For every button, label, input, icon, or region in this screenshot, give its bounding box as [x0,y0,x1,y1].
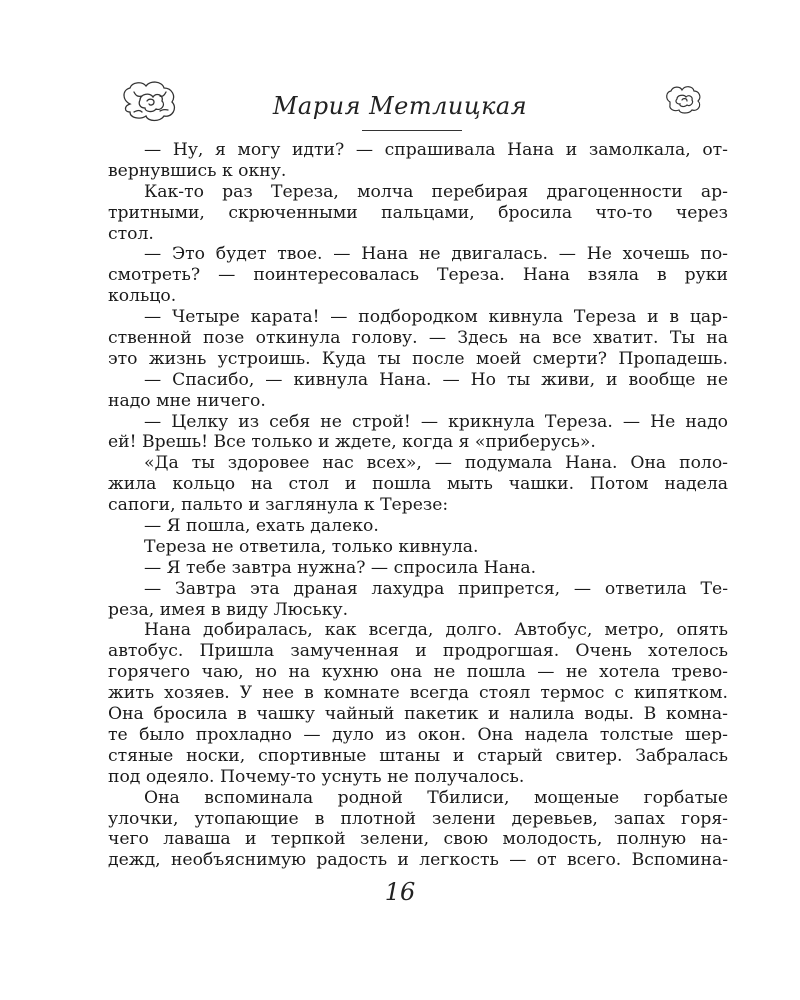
text-line: вернувшись к окну. [108,160,287,181]
text-line: Она бросила в чашку чайный пакетик и налила воды. В комна- [108,704,728,725]
text-line: — Завтра эта драная лахудра припрется, — ответила Те- [144,578,728,599]
text-line: Нана добиралась, как всегда, долго. Автобус, метро, опять [144,620,728,641]
text-line: Как-то раз Тереза, молча перебирая драгоценности ар- [144,181,728,202]
text-line: под одеяло. Почему-то уснуть не получалось. [108,766,525,787]
text-line: — Это будет твое. — Нана не двигалась. — Не хочешь по- [144,244,728,265]
header-divider [362,130,462,131]
text-line: Она вспоминала родной Тбилиси, мощеные горбатые [144,787,728,808]
text-line: чего лаваша и терпкой зелени, свою молодость, полную на- [108,829,728,850]
text-line: ственной позе откинула голову. — Здесь на все хватит. Ты на [108,328,728,349]
page-number: 16 [384,878,416,906]
text-line: автобус. Пришла замученная и продрогшая. Очень хотелось [108,641,728,662]
text-line: дежд, необъяснимую радость и легкость — от всего. Вспомина- [108,850,728,871]
rose-ornament-right-icon [662,84,704,118]
text-line: «Да ты здоровее нас всех», — подумала Нана. Она поло- [144,453,728,474]
text-line: — Я пошла, ехать далеко. [144,516,379,537]
text-line: — Целку из себя не строй! — крикнула Тереза. — Не надо [144,411,728,432]
text-line: горячего чаю, но на кухню она не пошла — не хотела трево- [108,662,728,683]
text-line: кольцо. [108,286,177,307]
text-line: жила кольцо на стол и пошла мыть чашки. Потом надела [108,474,728,495]
text-line: — Четыре карата! — подбородком кивнула Тереза и в цар- [144,307,728,328]
text-line: — Ну, я могу идти? — спрашивала Нана и замолкала, от- [144,140,728,160]
author-name: Мария Метлицкая [272,92,528,120]
text-line: смотреть? — поинтересовалась Тереза. Нана взяла в руки [108,265,728,286]
text-line: реза, имея в виду Люську. [108,599,349,620]
body-text [108,140,728,871]
running-header [0,70,800,140]
text-line: те было прохладно — дуло из окон. Она надела толстые шер- [108,724,728,745]
text-line: жить хозяев. У нее в комнате всегда стоял термос с кипятком. [108,683,728,704]
text-line: — Я тебе завтра нужна? — спросила Нана. [144,557,537,578]
text-line: тритными, скрюченными пальцами, бросила что-то через [108,202,728,223]
text-line: — Спасибо, — кивнула Нана. — Но ты живи, и вообще не [144,369,728,390]
text-line: Тереза не ответила, только кивнула. [144,536,479,557]
text-line: сапоги, пальто и заглянула к Терезе: [108,495,449,516]
text-line: улочки, утопающие в плотной зелени деревьев, запах горя- [108,808,728,829]
text-line: ей! Врешь! Все только и ждете, когда я «приберусь». [108,432,596,453]
text-line: это жизнь устроишь. Куда ты после моей смерти? Пропадешь. [108,348,728,369]
text-line: стол. [108,223,154,244]
text-line: надо мне ничего. [108,390,266,411]
text-line: стяные носки, спортивные штаны и старый свитер. Забралась [108,745,728,766]
